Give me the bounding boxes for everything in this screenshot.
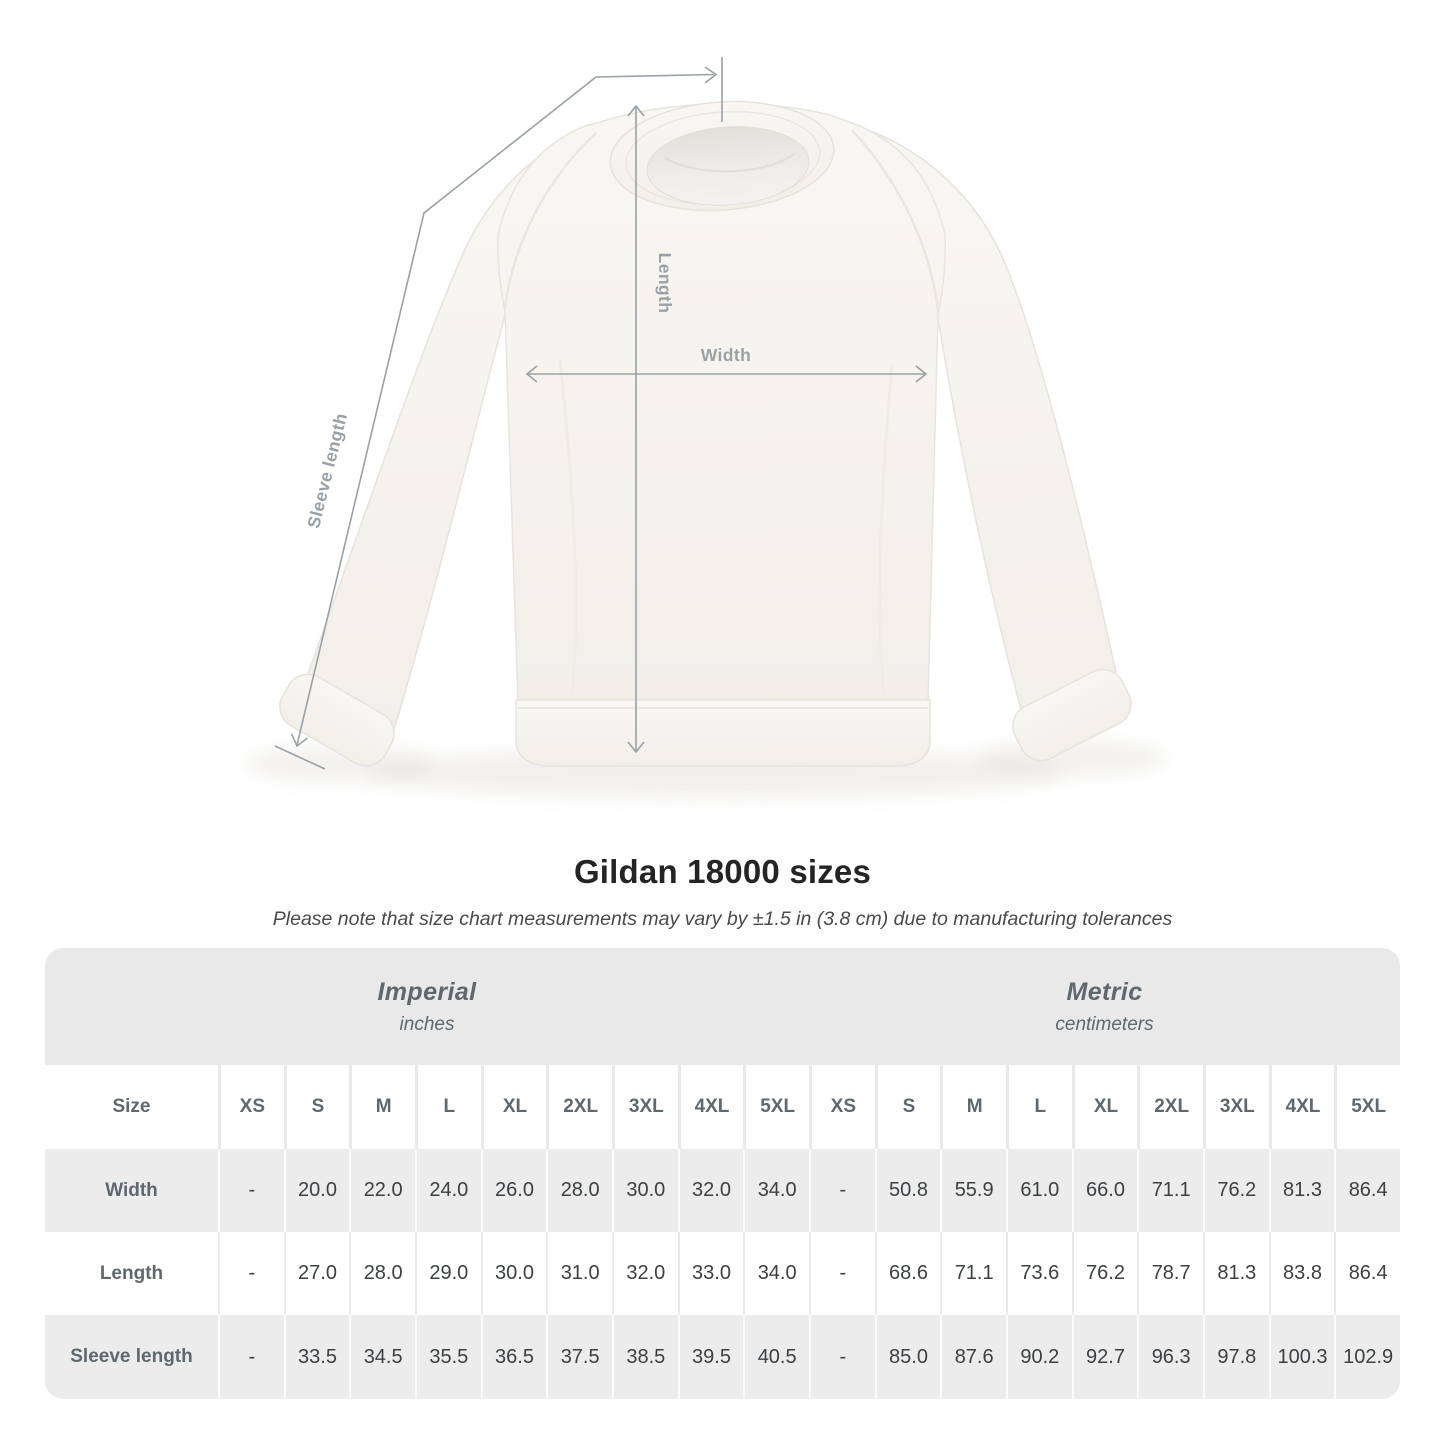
value-cell: 34.0	[743, 1232, 809, 1315]
metric-size-header-l: L	[1006, 1065, 1072, 1149]
value-cell: -	[809, 1149, 875, 1232]
value-cell: 30.0	[612, 1149, 678, 1232]
imperial-size-header-3xl: 3XL	[612, 1065, 678, 1149]
value-cell: 32.0	[678, 1149, 744, 1232]
value-cell: 33.0	[678, 1232, 744, 1315]
value-cell: 27.0	[284, 1232, 350, 1315]
value-cell: 87.6	[940, 1315, 1006, 1399]
value-cell: 22.0	[349, 1149, 415, 1232]
value-cell: 86.4	[1334, 1149, 1400, 1232]
table-row-length	[45, 1232, 1400, 1315]
value-cell: 28.0	[349, 1232, 415, 1315]
imperial-size-header-xs: XS	[218, 1065, 284, 1149]
value-cell: 83.8	[1269, 1232, 1335, 1315]
value-cell: 71.1	[940, 1232, 1006, 1315]
value-cell: 76.2	[1072, 1232, 1138, 1315]
metric-size-header-5xl: 5XL	[1334, 1065, 1400, 1149]
value-cell: 76.2	[1203, 1149, 1269, 1232]
row-label: Length	[45, 1232, 218, 1315]
row-label: Width	[45, 1149, 218, 1232]
value-cell: 31.0	[546, 1232, 612, 1315]
table-row-width	[45, 1149, 1400, 1232]
value-cell: 34.5	[349, 1315, 415, 1399]
size-table	[45, 948, 1400, 1399]
page-title: Gildan 18000 sizes	[573, 853, 872, 890]
value-cell: 81.3	[1269, 1149, 1335, 1232]
width-label: Width	[700, 345, 752, 365]
metric-size-header-3xl: 3XL	[1203, 1065, 1269, 1149]
value-cell: 30.0	[481, 1232, 547, 1315]
value-cell: 35.5	[415, 1315, 481, 1399]
imperial-section-header	[45, 948, 809, 1065]
value-cell: 50.8	[875, 1149, 941, 1232]
size-column-header: Size	[112, 1096, 151, 1117]
value-cell: 68.6	[875, 1232, 941, 1315]
value-cell: -	[809, 1315, 875, 1399]
value-cell: 40.5	[743, 1315, 809, 1399]
value-cell: 71.1	[1137, 1149, 1203, 1232]
waistband	[516, 700, 930, 766]
value-cell: -	[809, 1232, 875, 1315]
value-cell: 39.5	[678, 1315, 744, 1399]
sweatshirt-illustration	[245, 94, 1167, 798]
value-cell: 37.5	[546, 1315, 612, 1399]
value-cell: 61.0	[1006, 1149, 1072, 1232]
value-cell: 66.0	[1072, 1149, 1138, 1232]
value-cell: 90.2	[1006, 1315, 1072, 1399]
imperial-size-header-xl: XL	[481, 1065, 547, 1149]
value-cell: 32.0	[612, 1232, 678, 1315]
imperial-size-header-s: S	[284, 1065, 350, 1149]
value-cell: 97.8	[1203, 1315, 1269, 1399]
imperial-size-header-4xl: 4XL	[678, 1065, 744, 1149]
metric-size-header-m: M	[940, 1065, 1006, 1149]
imperial-size-header-2xl: 2XL	[546, 1065, 612, 1149]
value-cell: 24.0	[415, 1149, 481, 1232]
imperial-size-header-m: M	[349, 1065, 415, 1149]
value-cell: 33.5	[284, 1315, 350, 1399]
metric-size-header-2xl: 2XL	[1137, 1065, 1203, 1149]
value-cell: 78.7	[1137, 1232, 1203, 1315]
value-cell: 81.3	[1203, 1232, 1269, 1315]
length-label: Length	[655, 252, 675, 314]
sleeve-length-label: Sleeve length	[303, 410, 352, 531]
metric-size-header-s: S	[875, 1065, 941, 1149]
value-cell: 73.6	[1006, 1232, 1072, 1315]
value-cell: 28.0	[546, 1149, 612, 1232]
value-cell: -	[218, 1232, 284, 1315]
sleeve-length-horizontal-line	[596, 75, 714, 78]
tolerance-note: Please note that size chart measurements may vary by ±1.5 in (3.8 cm) due to manufacturing tolerances	[272, 908, 1173, 930]
value-cell: 86.4	[1334, 1232, 1400, 1315]
value-cell: 36.5	[481, 1315, 547, 1399]
imperial-size-header-5xl: 5XL	[743, 1065, 809, 1149]
value-cell: 38.5	[612, 1315, 678, 1399]
metric-size-header-xl: XL	[1072, 1065, 1138, 1149]
metric-unit: centimeters	[1055, 1013, 1154, 1035]
metric-section-header	[809, 948, 1400, 1065]
value-cell: 26.0	[481, 1149, 547, 1232]
value-cell: 34.0	[743, 1149, 809, 1232]
value-cell: 92.7	[1072, 1315, 1138, 1399]
value-cell: 100.3	[1269, 1315, 1335, 1399]
value-cell: 96.3	[1137, 1315, 1203, 1399]
imperial-title: Imperial	[377, 977, 477, 1006]
value-cell: 29.0	[415, 1232, 481, 1315]
value-cell: 20.0	[284, 1149, 350, 1232]
metric-size-header-4xl: 4XL	[1269, 1065, 1335, 1149]
metric-size-header-xs: XS	[809, 1065, 875, 1149]
value-cell: 102.9	[1334, 1315, 1400, 1399]
row-label: Sleeve length	[45, 1315, 218, 1399]
metric-title: Metric	[1066, 977, 1143, 1006]
value-cell: 85.0	[875, 1315, 941, 1399]
imperial-unit: inches	[399, 1013, 455, 1035]
value-cell: -	[218, 1315, 284, 1399]
size-header-row	[45, 1065, 1400, 1149]
unit-band-row	[45, 948, 1400, 1065]
value-cell: -	[218, 1149, 284, 1232]
imperial-size-header-l: L	[415, 1065, 481, 1149]
table-row-sleeve-length	[45, 1315, 1400, 1399]
value-cell: 55.9	[940, 1149, 1006, 1232]
